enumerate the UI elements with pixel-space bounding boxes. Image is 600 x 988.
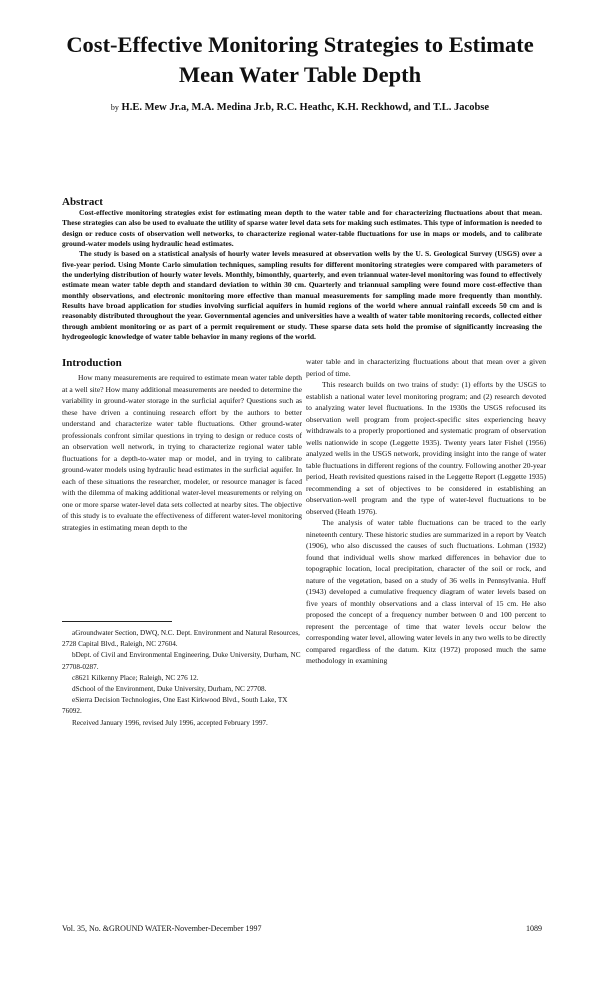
- intro-paragraph: water table and in characterizing fluctuations about that mean over a given period of time.: [306, 357, 546, 378]
- title-line-2: Mean Water Table Depth: [178, 62, 422, 87]
- footnote-divider: [62, 621, 172, 622]
- page-number: 1089: [526, 924, 542, 933]
- abstract-body: [62, 208, 542, 342]
- abstract-paragraph: The study is based on a statistical analysis of hourly water levels measured at observation wells by the U. S. Geological Survey (USGS) over a five-year period. Using Monte Carlo simulation techniques, sampling results for different monitoring strategies were compared with parameters of the underlying distribution of hourly water levels. Monthly, bimonthly, quarterly, and even triannual water-level monitoring was found to effectively estimate mean water table depth and standard deviation to within 30 cm. Quarterly and triannual sampling were found more cost-effective than monthly observations, and electronic monitoring more effective than manual measurements for sampling made more frequently than monthly. Results have broad application for studies involving surficial aquifers in humid regions of the world where annual rainfall exceeds 50 cm and is reasonably distributed throughout the year. Governmental agencies and universities have a wealth of water table monitoring records, collected either through ambient monitoring or as part of a permit requirement or study. These sparse data sets hold the promise of significantly increasing the hydrogeologic knowledge of water table behavior in many regions of the world.: [62, 249, 542, 342]
- footnotes: [62, 628, 302, 729]
- footnote: aGroundwater Section, DWQ, N.C. Dept. Environment and Natural Resources, 2728 Capital Blvd., Raleigh, NC 27604.: [62, 629, 300, 649]
- title-line-1: Cost-Effective Monitoring Strategies to Estimate: [66, 32, 534, 57]
- footnote: Received January 1996, revised July 1996, accepted February 1997.: [72, 718, 268, 727]
- author-line: [40, 101, 560, 114]
- footnote: eSierra Decision Technologies, One East Kirkwood Blvd., South Lake, TX 76092.: [62, 696, 288, 716]
- footnote: bDept. of Civil and Environmental Engineering, Duke University, Durham, NC 27708-0287.: [62, 651, 301, 671]
- author-names: H.E. Mew Jr.a, M.A. Medina Jr.b, R.C. Heathc, K.H. Reckhowd, and T.L. Jacobse: [121, 102, 490, 113]
- paper-title: [40, 30, 560, 90]
- intro-paragraph: This research builds on two trains of study: (1) efforts by the USGS to establish a national water level monitoring program; and (2) research devoted to analyzing water level fluctuations. In the 1930s the USGS refocused its observation well program from project-specific sites experiencing heavy withdrawals to a properly proportioned and systematic program of observation wells nationwide in scope (Leggette 1935). Twenty years later Fishel (1956) analyzed wells in the USGS network, providing insight into the range of water table fluctuations in different regions of the country. Following another 20-year period, Heath revisited questions raised in the Leggette Report (Leggette 1935) recommending a set of objectives to be considered in establishing an observation-well program and the type of water-level fluctuations to be observed (Heath 1976).: [306, 380, 546, 516]
- footnote: c8621 Kilkenny Place; Raleigh, NC 276 12.: [72, 673, 199, 682]
- journal-footer: Vol. 35, No. &GROUND WATER-November-December 1997: [62, 924, 262, 933]
- author-by: by: [110, 103, 119, 112]
- abstract-paragraph: Cost-effective monitoring strategies exist for estimating mean depth to the water table and for characterizing fluctuations about that mean. These strategies can also be used to evaluate the utility of sparse water level data sets for making such estimates. This type of information is needed to design or reduce costs of observation well networks, to characterize regional water-table fluctuations for use in maps or models, and to calibrate ground-water models using hydraulic head estimates.: [62, 208, 542, 249]
- left-column: [62, 356, 302, 533]
- abstract-heading: Abstract: [62, 196, 103, 208]
- right-column: [306, 356, 546, 667]
- introduction-heading: Introduction: [62, 357, 122, 369]
- footnote: dSchool of the Environment, Duke University, Durham, NC 27708.: [72, 685, 267, 694]
- intro-paragraph: How many measurements are required to estimate mean water table depth at a well site? How many additional measurements are needed to determine the variability in ground-water storage in the surficial aquifer? Questions such as these have driven a continuing research effort by the authors to better understand and characterize water table fluctuations. Other ground-water professionals confront similar questions in trying to design or reduce costs of an observation well network, in trying to characterize regional water table fluctuations for a depth-to-water map or model, and in trying to calibrate ground-water models using hydraulic head estimates in the surficial aquifer. In each of these situations the researcher, modeler, or resource manager is faced with the dilemma of making additional water-level measurements or relying on one or more sparse water-level data sets collected at nearby sites. The objective of this study is to evaluate the effectiveness of different water-level monitoring strategies in estimating mean depth to the: [62, 373, 302, 532]
- intro-paragraph: The analysis of water table fluctuations can be traced to the early nineteenth century. These historic studies are summarized in a report by Veatch (1906), who also discussed the causes of such fluctuations. Lohman (1932) found that individual wells show marked differences in behavior due to topographic location, local precipitation, character of the soil or rock, and nature of the vegetation, based on a study of 36 wells in Pennsylvania. Huff (1943) developed a cumulative frequency diagram of water levels based on five years of monthly observations and a class interval of 15 cm. He also proposed the concept of a frequency number between 0 and 100 percent to represent the percentage of time that water levels occur below the corresponding water level, allowing water levels in any two wells to be directly compared regardless of the datum. Kitz (1972) proposed much the same methodology in examining: [306, 518, 546, 665]
